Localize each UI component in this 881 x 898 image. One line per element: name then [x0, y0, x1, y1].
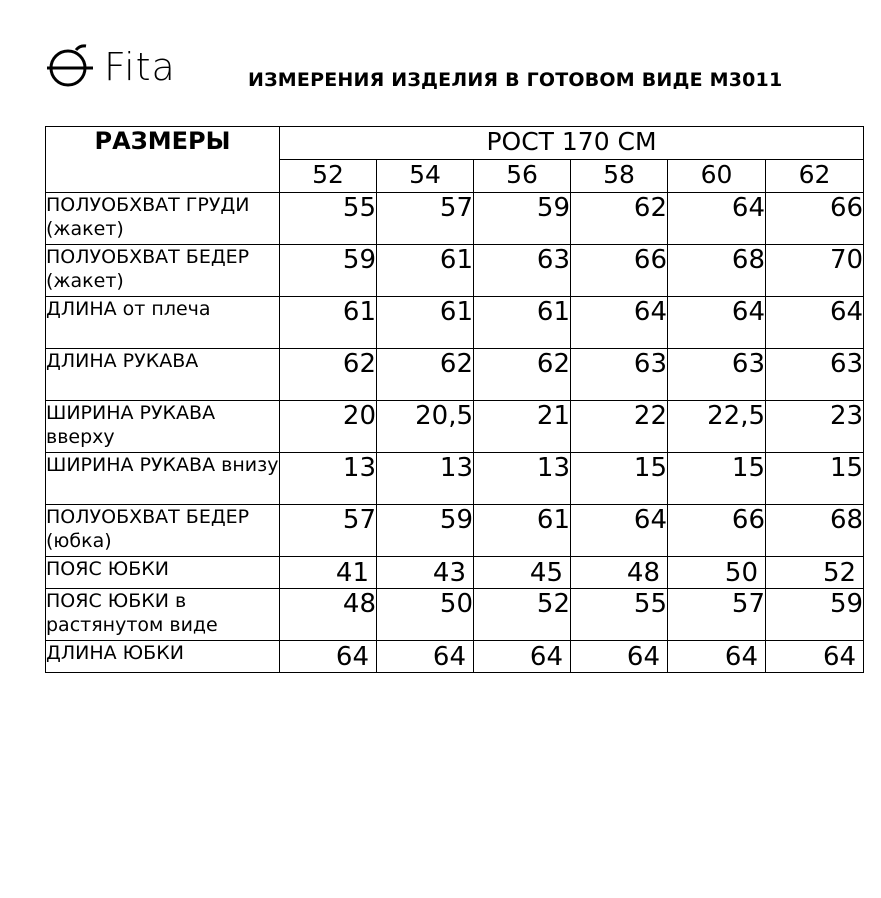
measurement-cell: 64: [766, 297, 864, 349]
measurement-cell: 68: [668, 245, 766, 297]
size-header: 60: [668, 160, 766, 193]
measurement-cell: 62: [571, 193, 668, 245]
table-row: [46, 453, 864, 505]
brand-name: Fita: [104, 45, 176, 89]
measurement-cell: 13: [280, 453, 377, 505]
row-label: ПОЛУОБХВАТ ГРУДИ (жакет): [46, 193, 280, 245]
table-row: [46, 245, 864, 297]
measurement-cell: 64: [766, 641, 864, 673]
measurement-cell: 22: [571, 401, 668, 453]
measurement-cell: 63: [474, 245, 571, 297]
table-row: [46, 589, 864, 641]
measurement-cell: 61: [377, 245, 474, 297]
height-header: РОСТ 170 СМ: [280, 127, 864, 160]
fita-logo-icon: [46, 44, 94, 90]
row-label: ДЛИНА от плеча: [46, 297, 280, 349]
measurement-cell: 64: [474, 641, 571, 673]
measurement-cell: 63: [668, 349, 766, 401]
measurement-cell: 50: [668, 557, 766, 589]
measurement-cell: 59: [377, 505, 474, 557]
row-label: ДЛИНА РУКАВА: [46, 349, 280, 401]
measurement-cell: 64: [280, 641, 377, 673]
measurement-cell: 61: [280, 297, 377, 349]
table-row: [46, 505, 864, 557]
measurement-cell: 45: [474, 557, 571, 589]
measurement-cell: 22,5: [668, 401, 766, 453]
measurement-cell: 63: [766, 349, 864, 401]
size-header: 62: [766, 160, 864, 193]
table-row: [46, 401, 864, 453]
measurement-cell: 52: [474, 589, 571, 641]
measurement-cell: 41: [280, 557, 377, 589]
measurement-cell: 63: [571, 349, 668, 401]
table-row: [46, 641, 864, 673]
row-label: ПОЛУОБХВАТ БЕДЕР (жакет): [46, 245, 280, 297]
row-label: ДЛИНА ЮБКИ: [46, 641, 280, 673]
measurement-cell: 61: [377, 297, 474, 349]
brand-logo: [46, 44, 176, 90]
measurement-cell: 59: [766, 589, 864, 641]
measurement-cell: 57: [668, 589, 766, 641]
measurement-cell: 55: [280, 193, 377, 245]
header-row: [46, 127, 864, 160]
size-header: 54: [377, 160, 474, 193]
table-row: [46, 557, 864, 589]
page-title: ИЗМЕРЕНИЯ ИЗДЕЛИЯ В ГОТОВОМ ВИДЕ М3011: [248, 69, 783, 91]
size-table: [45, 126, 864, 673]
measurement-cell: 66: [766, 193, 864, 245]
measurement-cell: 61: [474, 505, 571, 557]
corner-label: РАЗМЕРЫ: [46, 127, 280, 193]
size-header: 56: [474, 160, 571, 193]
measurement-cell: 62: [280, 349, 377, 401]
row-label: ШИРИНА РУКАВА внизу: [46, 453, 280, 505]
measurement-cell: 64: [571, 505, 668, 557]
row-label: ПОЯС ЮБКИ в растянутом виде: [46, 589, 280, 641]
measurement-cell: 15: [766, 453, 864, 505]
measurement-cell: 59: [280, 245, 377, 297]
row-label: ШИРИНА РУКАВА вверху: [46, 401, 280, 453]
measurement-cell: 15: [668, 453, 766, 505]
measurement-cell: 66: [571, 245, 668, 297]
measurement-cell: 13: [474, 453, 571, 505]
measurement-cell: 52: [766, 557, 864, 589]
measurement-cell: 64: [377, 641, 474, 673]
measurement-cell: 15: [571, 453, 668, 505]
measurement-cell: 64: [668, 641, 766, 673]
measurement-cell: 64: [668, 297, 766, 349]
measurement-cell: 64: [668, 193, 766, 245]
measurement-cell: 62: [377, 349, 474, 401]
table-row: [46, 349, 864, 401]
size-header: 52: [280, 160, 377, 193]
measurement-cell: 21: [474, 401, 571, 453]
measurement-cell: 62: [474, 349, 571, 401]
measurement-cell: 50: [377, 589, 474, 641]
measurement-cell: 57: [280, 505, 377, 557]
row-label: ПОЛУОБХВАТ БЕДЕР (юбка): [46, 505, 280, 557]
measurement-cell: 70: [766, 245, 864, 297]
measurement-cell: 20,5: [377, 401, 474, 453]
measurement-cell: 48: [280, 589, 377, 641]
measurement-cell: 13: [377, 453, 474, 505]
table-row: [46, 297, 864, 349]
measurement-cell: 61: [474, 297, 571, 349]
measurement-cell: 55: [571, 589, 668, 641]
measurement-cell: 57: [377, 193, 474, 245]
row-label: ПОЯС ЮБКИ: [46, 557, 280, 589]
measurement-cell: 20: [280, 401, 377, 453]
measurement-cell: 64: [571, 641, 668, 673]
size-header: 58: [571, 160, 668, 193]
measurement-cell: 48: [571, 557, 668, 589]
measurement-cell: 66: [668, 505, 766, 557]
table-row: [46, 193, 864, 245]
measurement-cell: 64: [571, 297, 668, 349]
measurement-cell: 68: [766, 505, 864, 557]
measurement-cell: 43: [377, 557, 474, 589]
measurement-cell: 23: [766, 401, 864, 453]
measurement-cell: 59: [474, 193, 571, 245]
